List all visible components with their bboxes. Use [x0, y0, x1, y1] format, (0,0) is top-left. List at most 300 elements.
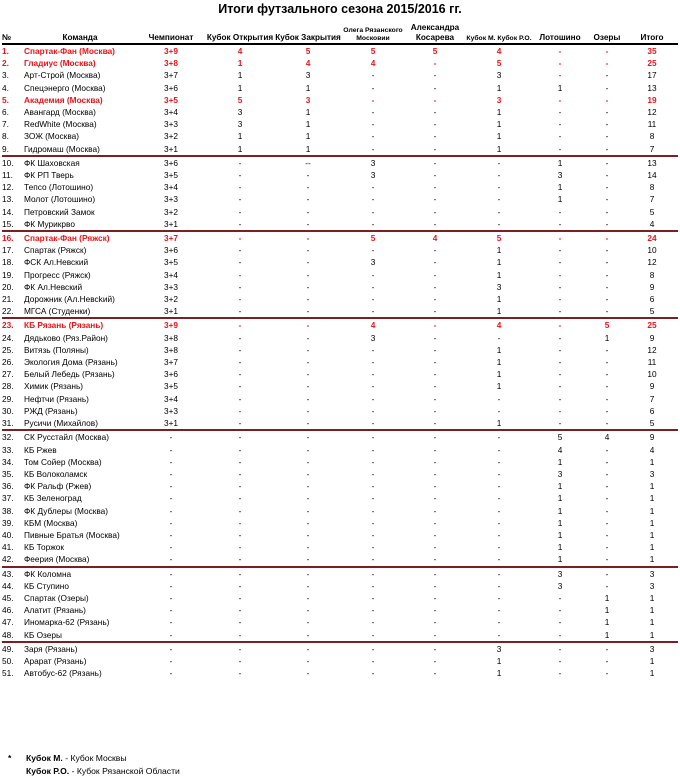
champ-cell: 3+5: [163, 257, 179, 268]
champ-cell: 3+4: [163, 182, 179, 193]
lotoshino-cell: -: [558, 281, 562, 292]
table-row: [2, 417, 678, 430]
close-cup-cell: -: [306, 444, 310, 455]
olega-cup-cell: -: [371, 468, 375, 479]
lotoshino-cell: 1: [557, 554, 563, 565]
close-cup-cell: -: [306, 245, 310, 256]
row-num: 44.: [2, 580, 14, 591]
olega-cup-cell: -: [371, 629, 375, 640]
col-header-team: Команда: [24, 17, 136, 44]
kosarev-cup-cell: -: [404, 642, 466, 655]
team-name: КБ Зеленоград: [24, 493, 82, 504]
olega-cup-cell: -: [371, 405, 375, 416]
row-num: 37.: [2, 493, 14, 504]
olega-cup-cell: -: [371, 381, 375, 392]
kosarev-cup-cell: -: [433, 107, 437, 118]
kubm-cell: -: [497, 456, 501, 467]
team-name: Экология Дома (Рязань): [24, 357, 118, 368]
kosarev-cup-cell: -: [433, 456, 437, 467]
team-name: Дорожник (Ал.Невсkий): [24, 294, 115, 305]
open-cup-cell: -: [238, 306, 242, 317]
col-header-num: №: [2, 17, 24, 44]
table-row: [2, 218, 678, 231]
kosarev-cup-cell: -: [433, 269, 437, 280]
close-cup-cell: -: [306, 306, 310, 317]
open-cup-cell: 3: [237, 107, 243, 118]
kubm-cell: -: [497, 592, 501, 603]
ozery-cell: -: [605, 668, 609, 679]
open-cup-cell: -: [238, 468, 242, 479]
champ-cell: -: [169, 505, 173, 516]
close-cup-cell: -: [306, 542, 310, 553]
lotoshino-cell: -: [558, 206, 562, 217]
table-row: [2, 118, 678, 130]
champ-cell: 3+6: [136, 156, 206, 169]
table-row: [2, 318, 678, 331]
kubm-cell: -: [497, 542, 501, 553]
kubm-cell: -: [497, 505, 501, 516]
team-name: Пивные Братья (Москва): [24, 529, 120, 540]
table-row: [2, 667, 678, 679]
close-cup-cell: -: [306, 468, 310, 479]
total-cell: 1: [649, 617, 655, 628]
ozery-cell: -: [605, 46, 609, 56]
olega-cup-cell: 4: [342, 318, 404, 331]
total-cell: 3: [649, 468, 655, 479]
kubm-cell: 5: [466, 231, 532, 244]
open-cup-cell: -: [238, 381, 242, 392]
total-cell: 1: [649, 554, 655, 565]
kosarev-cup-cell: -: [433, 306, 437, 317]
close-cup-cell: -: [306, 655, 310, 666]
champ-cell: 3+1: [163, 143, 179, 154]
olega-cup-cell: -: [371, 94, 375, 105]
close-cup-cell: -: [306, 493, 310, 504]
row-num: 15.: [2, 218, 14, 229]
team-name: ФСК Ал.Невский: [24, 257, 89, 268]
close-cup-cell: -: [306, 393, 310, 404]
champ-cell: -: [136, 567, 206, 580]
olega-cup-cell: 3: [370, 332, 376, 343]
row-num: 16.: [2, 231, 24, 244]
champ-cell: 3+9: [163, 46, 179, 56]
row-num: 17.: [2, 245, 14, 256]
table-row: [2, 231, 678, 244]
ozery-cell: -: [605, 257, 609, 268]
champ-cell: 3+8: [163, 344, 179, 355]
champ-cell: 3+2: [163, 131, 179, 142]
row-num: 39.: [2, 517, 14, 528]
total-cell: 10: [647, 245, 657, 256]
kubm-cell: -: [497, 580, 501, 591]
kosarev-cup-cell: -: [433, 143, 437, 154]
champ-cell: -: [169, 493, 173, 504]
ozery-cell: -: [588, 231, 626, 244]
olega-cup-cell: -: [371, 294, 375, 305]
kosarev-cup-cell: -: [404, 567, 466, 580]
lotoshino-cell: -: [558, 306, 562, 317]
kubm-cell: -: [466, 430, 532, 443]
total-cell: 1: [649, 456, 655, 467]
olega-cup-cell: -: [371, 605, 375, 616]
team-name: Спартак (Ряжск): [24, 245, 87, 256]
table-row: [2, 642, 678, 655]
row-num: 5.: [2, 94, 9, 105]
table-row: [2, 181, 678, 193]
team-name: Дядьково (Ряз.Район): [24, 332, 108, 343]
olega-cup-cell: 5: [342, 231, 404, 244]
olega-cup-cell: -: [371, 82, 375, 93]
table-row: [2, 592, 678, 604]
row-num: 32.: [2, 430, 24, 443]
olega-cup-cell: -: [371, 617, 375, 628]
table-row: [2, 380, 678, 392]
ozery-cell: -: [605, 119, 609, 130]
kosarev-cup-cell: -: [433, 332, 437, 343]
champ-cell: -: [169, 617, 173, 628]
kubm-cell: -: [497, 218, 501, 229]
lotoshino-cell: 5: [532, 430, 588, 443]
kubm-cell: -: [497, 206, 501, 217]
total-cell: 8: [649, 182, 655, 193]
olega-cup-cell: 3: [370, 257, 376, 268]
champ-cell: -: [169, 456, 173, 467]
team-name: ФК РП Тверь: [24, 170, 74, 181]
ozery-cell: -: [605, 456, 609, 467]
ozery-cell: -: [605, 505, 609, 516]
close-cup-cell: -: [306, 418, 310, 429]
champ-cell: 3+5: [163, 94, 179, 105]
kosarev-cup-cell: -: [433, 617, 437, 628]
champ-cell: -: [136, 430, 206, 443]
kosarev-cup-cell: -: [433, 94, 437, 105]
kubm-cell: 1: [496, 306, 502, 317]
team-name: Академия (Москва): [24, 94, 103, 105]
lotoshino-cell: -: [558, 655, 562, 666]
open-cup-cell: 5: [237, 94, 243, 105]
table-row: [2, 269, 678, 281]
col-header-open: Кубок Открытия: [206, 17, 274, 44]
kubm-cell: 3: [496, 70, 502, 81]
open-cup-cell: -: [238, 517, 242, 528]
ozery-cell: 1: [604, 592, 610, 603]
col-header-kosarev: Александра Косарева: [404, 17, 466, 44]
kubm-cell: -: [497, 182, 501, 193]
table-row: [2, 256, 678, 268]
kosarev-cup-cell: -: [433, 131, 437, 142]
lotoshino-cell: -: [558, 46, 562, 56]
footnote: [8, 765, 180, 778]
table-header-row: [2, 17, 678, 44]
champ-cell: -: [169, 580, 173, 591]
olega-cup-cell: -: [371, 194, 375, 205]
kubm-cell: 3: [496, 94, 502, 105]
team-name: МГСА (Студенки): [24, 306, 91, 317]
total-cell: 8: [649, 131, 655, 142]
olega-cup-cell: -: [342, 642, 404, 655]
ozery-cell: -: [605, 170, 609, 181]
total-cell: 25: [647, 58, 657, 69]
champ-cell: -: [169, 554, 173, 565]
ozery-cell: 1: [604, 629, 610, 640]
ozery-cell: 4: [588, 430, 626, 443]
table-row: [2, 629, 678, 642]
olega-cup-cell: -: [371, 357, 375, 368]
ozery-cell: -: [605, 418, 609, 429]
kosarev-cup-cell: -: [433, 554, 437, 565]
table-row: [2, 405, 678, 417]
ozery-cell: -: [605, 269, 609, 280]
open-cup-cell: -: [238, 418, 242, 429]
open-cup-cell: -: [238, 332, 242, 343]
lotoshino-cell: -: [532, 642, 588, 655]
ozery-cell: -: [605, 131, 609, 142]
lotoshino-cell: -: [558, 143, 562, 154]
kubm-cell: 4: [496, 46, 502, 56]
kubm-cell: -: [466, 156, 532, 169]
row-num: 29.: [2, 393, 14, 404]
total-cell: 5: [649, 418, 655, 429]
lotoshino-cell: -: [558, 218, 562, 229]
olega-cup-cell: -: [371, 344, 375, 355]
table-row: [2, 57, 678, 69]
close-cup-cell: -: [274, 318, 342, 331]
kubm-cell: -: [497, 554, 501, 565]
open-cup-cell: -: [238, 294, 242, 305]
champ-cell: -: [136, 642, 206, 655]
champ-cell: 3+6: [163, 369, 179, 380]
row-num: 7.: [2, 119, 9, 130]
team-name: Белый Лебедь (Рязань): [24, 369, 115, 380]
close-cup-cell: -: [306, 344, 310, 355]
table-row: [2, 156, 678, 169]
lotoshino-cell: 1: [557, 481, 563, 492]
ozery-cell: -: [605, 357, 609, 368]
row-num: 13.: [2, 194, 14, 205]
table-row: [2, 143, 678, 156]
table-row: [2, 193, 678, 205]
kubm-cell: 1: [496, 344, 502, 355]
total-cell: 1: [649, 517, 655, 528]
champ-cell: 3+6: [163, 82, 179, 93]
team-name: Алатит (Рязань): [24, 605, 86, 616]
ozery-cell: -: [605, 281, 609, 292]
table-row: [2, 580, 678, 592]
total-cell: 12: [647, 257, 657, 268]
close-cup-cell: -: [306, 605, 310, 616]
close-cup-cell: -: [306, 529, 310, 540]
row-num: 1.: [2, 46, 9, 56]
open-cup-cell: 1: [237, 131, 243, 142]
ozery-cell: -: [605, 194, 609, 205]
lotoshino-cell: -: [558, 344, 562, 355]
team-name: КБ Рязань (Рязань): [24, 318, 136, 331]
lotoshino-cell: 4: [557, 444, 563, 455]
close-cup-cell: 1: [305, 143, 311, 154]
close-cup-cell: -: [306, 481, 310, 492]
open-cup-cell: -: [238, 257, 242, 268]
total-cell: 12: [647, 344, 657, 355]
kubm-cell: -: [497, 468, 501, 479]
row-num: 23.: [2, 318, 24, 331]
total-cell: 3: [649, 580, 655, 591]
row-num: 4.: [2, 82, 9, 93]
team-name: ФК Шаховская: [24, 156, 136, 169]
row-num: 21.: [2, 294, 14, 305]
team-name: Витязь (Поляны): [24, 344, 89, 355]
kubm-cell: -: [497, 605, 501, 616]
lotoshino-cell: -: [532, 318, 588, 331]
ozery-cell: -: [605, 94, 609, 105]
table-row: [2, 344, 678, 356]
close-cup-cell: -: [306, 369, 310, 380]
team-name: КБ Торжок: [24, 542, 65, 553]
ozery-cell: -: [588, 642, 626, 655]
kosarev-cup-cell: -: [433, 580, 437, 591]
kosarev-cup-cell: -: [433, 418, 437, 429]
row-num: 22.: [2, 306, 14, 317]
results-table: [2, 17, 678, 679]
team-name: Арт-Строй (Москва): [24, 70, 101, 81]
table-row: [2, 393, 678, 405]
champ-cell: -: [169, 481, 173, 492]
close-cup-cell: 1: [305, 119, 311, 130]
olega-cup-cell: -: [371, 269, 375, 280]
lotoshino-cell: 1: [557, 194, 563, 205]
open-cup-cell: -: [238, 170, 242, 181]
close-cup-cell: -: [306, 182, 310, 193]
team-name: Русичи (Михайлов): [24, 418, 98, 429]
row-num: 42.: [2, 554, 14, 565]
kosarev-cup-cell: -: [433, 58, 437, 69]
team-name: RedWhite (Москва): [24, 119, 97, 130]
ozery-cell: -: [605, 143, 609, 154]
champ-cell: 3+5: [163, 381, 179, 392]
total-cell: 24: [626, 231, 678, 244]
ozery-cell: -: [588, 156, 626, 169]
olega-cup-cell: -: [371, 481, 375, 492]
kosarev-cup-cell: -: [433, 444, 437, 455]
close-cup-cell: -: [274, 567, 342, 580]
team-name: ФК Мурикрво: [24, 218, 75, 229]
table-row: [2, 130, 678, 142]
table-row: [2, 430, 678, 443]
lotoshino-cell: 3: [532, 567, 588, 580]
kosarev-cup-cell: -: [433, 218, 437, 229]
olega-cup-cell: -: [371, 369, 375, 380]
champ-cell: 3+4: [163, 107, 179, 118]
open-cup-cell: -: [206, 430, 274, 443]
olega-cup-cell: -: [342, 567, 404, 580]
kubm-cell: -: [497, 629, 501, 640]
lotoshino-cell: -: [558, 668, 562, 679]
open-cup-cell: -: [238, 655, 242, 666]
kosarev-cup-cell: -: [433, 294, 437, 305]
team-name: Химик (Рязань): [24, 381, 84, 392]
close-cup-cell: 1: [305, 131, 311, 142]
champ-cell: 3+4: [163, 393, 179, 404]
champ-cell: 3+3: [163, 194, 179, 205]
kubm-cell: 1: [496, 131, 502, 142]
close-cup-cell: 3: [305, 70, 311, 81]
total-cell: 1: [649, 592, 655, 603]
total-cell: 4: [649, 444, 655, 455]
table-row: [2, 281, 678, 293]
total-cell: 19: [647, 94, 657, 105]
lotoshino-cell: -: [558, 418, 562, 429]
lotoshino-cell: -: [558, 332, 562, 343]
total-cell: 3: [626, 567, 678, 580]
row-num: 18.: [2, 257, 14, 268]
kosarev-cup-cell: -: [404, 430, 466, 443]
ozery-cell: -: [605, 182, 609, 193]
table-row: [2, 69, 678, 81]
open-cup-cell: 1: [237, 70, 243, 81]
kubm-cell: -: [497, 529, 501, 540]
kubm-cell: 1: [496, 418, 502, 429]
kosarev-cup-cell: -: [433, 668, 437, 679]
row-num: 45.: [2, 592, 14, 603]
lotoshino-cell: -: [558, 617, 562, 628]
ozery-cell: -: [605, 493, 609, 504]
row-num: 11.: [2, 170, 13, 181]
close-cup-cell: -: [306, 617, 310, 628]
team-name: КБ Волоколамск: [24, 468, 88, 479]
champ-cell: 3+1: [163, 218, 179, 229]
footnote-term: Кубок Р.О.: [26, 766, 70, 776]
table-row: [2, 305, 678, 318]
champ-cell: 3+1: [163, 418, 179, 429]
table-row: [2, 368, 678, 380]
olega-cup-cell: -: [371, 554, 375, 565]
kosarev-cup-cell: -: [433, 405, 437, 416]
table-row: [2, 616, 678, 628]
row-num: 50.: [2, 655, 14, 666]
lotoshino-cell: -: [532, 231, 588, 244]
champ-cell: 3+5: [163, 170, 179, 181]
table-row: [2, 82, 678, 94]
open-cup-cell: 1: [237, 58, 243, 69]
ozery-cell: 5: [588, 318, 626, 331]
kubm-cell: 1: [496, 294, 502, 305]
champ-cell: 3+3: [163, 405, 179, 416]
ozery-cell: -: [605, 580, 609, 591]
kubm-cell: 1: [496, 357, 502, 368]
close-cup-cell: -: [306, 332, 310, 343]
kubm-cell: 1: [496, 257, 502, 268]
total-cell: 1: [649, 605, 655, 616]
open-cup-cell: 1: [237, 143, 243, 154]
row-num: 34.: [2, 456, 14, 467]
total-cell: 1: [649, 481, 655, 492]
champ-cell: 3+4: [163, 269, 179, 280]
kosarev-cup-cell: -: [433, 369, 437, 380]
close-cup-cell: 5: [305, 46, 311, 56]
ozery-cell: -: [605, 655, 609, 666]
total-cell: 5: [649, 306, 655, 317]
open-cup-cell: -: [238, 629, 242, 640]
open-cup-cell: -: [238, 580, 242, 591]
olega-cup-cell: -: [371, 580, 375, 591]
lotoshino-cell: -: [558, 58, 562, 69]
close-cup-cell: -: [306, 580, 310, 591]
total-cell: 7: [649, 393, 655, 404]
kubm-cell: -: [497, 170, 501, 181]
lotoshino-cell: 1: [557, 505, 563, 516]
kosarev-cup-cell: -: [433, 281, 437, 292]
champ-cell: 3+3: [163, 119, 179, 130]
close-cup-cell: -: [306, 170, 310, 181]
